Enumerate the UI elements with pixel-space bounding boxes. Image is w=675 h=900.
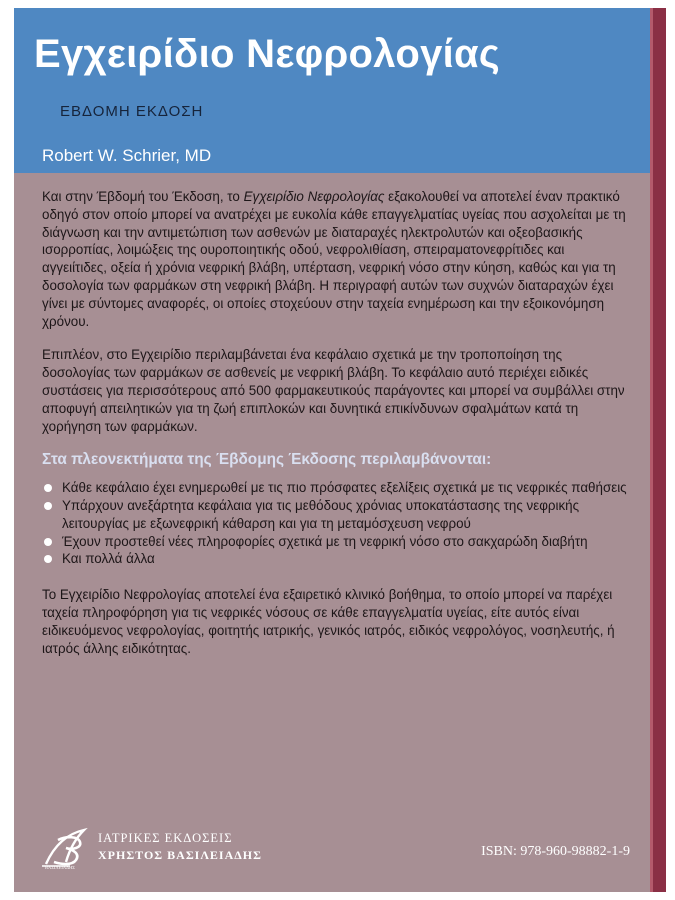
bullet-icon [44, 502, 52, 510]
chapter-paragraph: Επιπλέον, στο Εγχειρίδιο περιλαμβάνεται ένα κεφάλαιο σχετικά με την τροποποίηση της δοσολογίας των φαρμάκων σε ασθενείς με νεφρική βλάβη. Το κεφάλαιο αυτό περιέχει ειδικές συστάσεις για περισσότερους από 500 φαρμακευτικούς παράγοντες και μπορεί να συμβάλλει στην αποφυγή απειλητικών για τη ζωή επιπλοκών και δυνητικά επικίνδυνων σφαλμάτων κατά τη χορήγηση των φαρμάκων. [42, 347, 625, 434]
bullet-icon [44, 538, 52, 546]
author-name: Robert W. Schrier, MD [42, 146, 212, 165]
cover-footer [40, 826, 630, 876]
advantages-list [42, 479, 632, 568]
publisher-name [98, 830, 262, 864]
list-item: Υπάρχουν ανεξάρτητα κεφάλαια για τις μεθόδους χρόνιας υποκατάστασης της νεφρικής λειτουργίας με εξωνεφρική κάθαρση και για τη μεταμόσχευση νεφρού [42, 497, 632, 533]
list-item: Και πολλά άλλα [42, 550, 632, 568]
isbn-number: ISBN: 978-960-98882-1-9 [481, 844, 630, 859]
cover-header [14, 8, 650, 173]
edition-label: ΕΒΔΟΜΗ ΕΚΔΟΣΗ [60, 103, 204, 120]
intro-paragraph: Και στην Έβδομή του Έκδοση, το Εγχειρίδιο Νεφρολογίας εξακολουθεί να αποτελεί έναν πρακτικό οδηγό στον οποίο μπορεί να ανατρέχει με ευκολία κάθε επαγγελματίας υγείας που ασχολείται με τη διάγνωση και την αντιμετώπιση των ασθενών με διαταραχές ηλεκτρολυτών και οξεοβασικής ισορροπίας, λοιμώξεις της ουροποιητικής οδού, νεφρολιθίαση, σπειραματονεφρίτιδες και αγγειίτιδες, οξεία ή χρόνια νεφρική βλάβη, υπέρταση, νεφρική νόσο στην κύηση, καθώς και για τη δοσολογία των φαρμάκων στη νεφρική βλάβη. Η περιγραφή αυτών των συχνών διαταραχών έχει γίνει με σύντομες αναφορές, οι οποίες στοχεύουν στην ταχεία ενημέρωση και την εξοικονόμηση χρόνου. [42, 189, 626, 329]
spine-edge [650, 8, 653, 892]
publisher-logo-icon [40, 826, 96, 870]
book-title: Εγχειρίδιο Νεφρολογίας [34, 32, 501, 76]
book-title-italic: Εγχειρίδιο Νεφρολογίας [243, 189, 385, 204]
advantages-heading: Στα πλεονεκτήματα της Έβδομης Έκδοσης περιλαμβάνονται: [42, 451, 492, 469]
closing-paragraph: Το Εγχειρίδιο Νεφρολογίας αποτελεί ένα εξαιρετικό κλινικό βοήθημα, το οποίο μπορεί να παρέχει ταχεία πληροφόρηση για τις νεφρικές νόσους σε κάθε επαγγελματία υγείας, είτε αυτός είναι ειδικευόμενος νεφρολογίας, φοιτητής ιατρικής, γενικός ιατρός, ειδικός νεφρολόγος, νοσηλευτής, ή ιατρός άλλης ειδικότητας. [42, 587, 615, 656]
publisher-line-2: ΧΡΗΣΤΟΣ ΒΑΣΙΛΕΙΑΔΗΣ [98, 848, 262, 862]
back-cover [14, 8, 650, 892]
description-body [42, 188, 632, 673]
publisher-line-1: ΙΑΤΡΙΚΕΣ ΕΚΔΟΣΕΙΣ [98, 831, 233, 845]
list-item: Έχουν προστεθεί νέες πληροφορίες σχετικά με τη νεφρική νόσο στο σακχαρώδη διαβήτη [42, 533, 632, 551]
bullet-icon [44, 555, 52, 563]
bullet-icon [44, 484, 52, 492]
list-item: Κάθε κεφάλαιο έχει ενημερωθεί με τις πιο πρόσφατες εξελίξεις σχετικά με τις νεφρικές παθήσεις [42, 479, 632, 497]
svg-text:ΒΑΣΙΛΕΙΑΔΗΣ: ΒΑΣΙΛΕΙΑΔΗΣ [45, 865, 75, 870]
